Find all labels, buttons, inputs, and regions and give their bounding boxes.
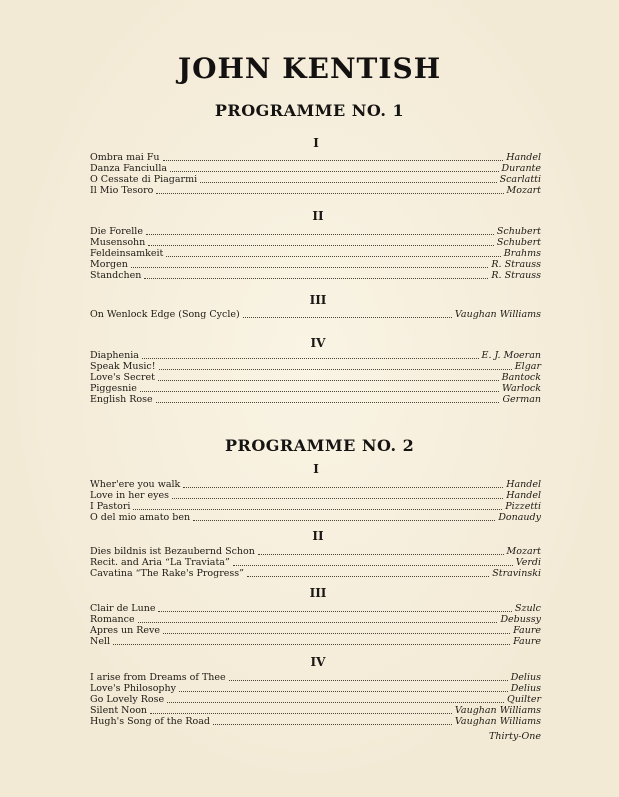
dot-leader	[243, 316, 452, 318]
piece-title: Go Lovely Rose	[90, 694, 165, 705]
programme-1-section-numeral: I	[313, 136, 319, 150]
piece-title: Danza Fanciulla	[90, 163, 168, 174]
programme-item	[90, 383, 541, 394]
piece-title: Love's Philosophy	[90, 683, 176, 694]
dot-leader	[158, 379, 499, 381]
composer-name: Bantock	[501, 372, 541, 383]
dot-leader	[229, 679, 508, 681]
piece-title: Romance	[90, 614, 135, 625]
piece-title: Piggesnie	[90, 383, 137, 394]
dot-leader	[158, 610, 512, 612]
composer-name: Stravinski	[492, 568, 541, 579]
piece-title: Dies bildnis ist Bezaubernd Schon	[90, 546, 255, 557]
piece-title: Wher'ere you walk	[90, 479, 181, 490]
composer-name: Faure	[513, 625, 541, 636]
programme-item	[90, 672, 541, 683]
composer-name: Elgar	[514, 361, 541, 372]
piece-title: Morgen	[90, 259, 128, 270]
dot-leader	[166, 255, 500, 257]
composer-name: E. J. Moeran	[481, 350, 541, 361]
composer-name: Vaughan Williams	[454, 309, 541, 320]
dot-leader	[140, 390, 499, 392]
programme-item	[90, 163, 541, 174]
dot-leader	[146, 233, 494, 235]
programme-item	[90, 490, 541, 501]
piece-title: English Rose	[90, 394, 153, 405]
composer-name: Scarlatti	[499, 174, 541, 185]
programme-item	[90, 694, 541, 705]
programme-item	[90, 557, 541, 568]
composer-name: Mozart	[506, 546, 541, 557]
piece-title: Speak Music!	[90, 361, 156, 372]
piece-title: I arise from Dreams of Thee	[90, 672, 226, 683]
programme-item	[90, 394, 541, 405]
composer-name: Szulc	[515, 603, 541, 614]
programme-item	[90, 603, 541, 614]
programme-item	[90, 625, 541, 636]
piece-title: Musensohn	[90, 237, 146, 248]
dot-leader	[138, 621, 498, 623]
piece-title: O Cessate di Piagarmi	[90, 174, 198, 185]
composer-name: Quilter	[507, 694, 541, 705]
composer-name: Warlock	[502, 383, 541, 394]
programme-item	[90, 226, 541, 237]
piece-title: Il Mio Tesoro	[90, 185, 154, 196]
composer-name: Verdi	[515, 557, 541, 568]
programme-2-section-numeral: IV	[310, 655, 326, 669]
programme-item	[90, 248, 541, 259]
composer-name: Brahms	[503, 248, 541, 259]
programme-item	[90, 185, 541, 196]
dot-leader	[183, 486, 503, 488]
piece-title: Feldeinsamkeit	[90, 248, 164, 259]
programme-item	[90, 361, 541, 372]
programme-item	[90, 512, 541, 523]
dot-leader	[200, 181, 496, 183]
composer-name: Schubert	[496, 237, 541, 248]
dot-leader	[163, 632, 510, 634]
programme-1-heading: PROGRAMME NO. 1	[214, 101, 405, 120]
programme-item	[90, 614, 541, 625]
dot-leader	[156, 401, 500, 403]
composer-name: R. Strauss	[491, 270, 541, 281]
piece-title: Standchen	[90, 270, 142, 281]
programme-item	[90, 716, 541, 727]
page-number: Thirty-One	[489, 731, 541, 742]
piece-title: Hugh's Song of the Road	[90, 716, 211, 727]
composer-name: Durante	[501, 163, 541, 174]
programme-item	[90, 270, 541, 281]
composer-name: Handel	[506, 479, 541, 490]
page-title: JOHN KENTISH	[177, 52, 442, 85]
dot-leader	[142, 357, 479, 359]
dot-leader	[258, 553, 504, 555]
composer-name: Vaughan Williams	[454, 716, 541, 727]
dot-leader	[172, 497, 503, 499]
dot-leader	[213, 723, 452, 725]
piece-title: Love's Secret	[90, 372, 155, 383]
composer-name: R. Strauss	[491, 259, 541, 270]
composer-name: Schubert	[496, 226, 541, 237]
composer-name: Handel	[506, 152, 541, 163]
composer-name: Handel	[506, 490, 541, 501]
programme-1-section-numeral: III	[309, 293, 327, 307]
piece-title: Diaphenia	[90, 350, 139, 361]
composer-name: Vaughan Williams	[454, 705, 541, 716]
composer-name: Delius	[510, 672, 541, 683]
programme-1-section-numeral: IV	[310, 336, 326, 350]
composer-name: German	[502, 394, 541, 405]
programme-item	[90, 705, 541, 716]
programme-item	[90, 568, 541, 579]
piece-title: Silent Noon	[90, 705, 148, 716]
dot-leader	[170, 170, 498, 172]
programme-item	[90, 237, 541, 248]
piece-title: Apres un Reve	[90, 625, 161, 636]
dot-leader	[159, 368, 512, 370]
dot-leader	[193, 519, 495, 521]
programme-item	[90, 350, 541, 361]
programme-1-section-numeral: II	[312, 209, 324, 223]
piece-title: Ombra mai Fu	[90, 152, 160, 163]
programme-2-section-numeral: III	[309, 586, 327, 600]
piece-title: Die Forelle	[90, 226, 143, 237]
dot-leader	[247, 575, 489, 577]
programme-item	[90, 372, 541, 383]
piece-title: Clair de Lune	[90, 603, 156, 614]
programme-item	[90, 309, 541, 320]
programme-item	[90, 636, 541, 647]
dot-leader	[179, 690, 508, 692]
programme-item	[90, 479, 541, 490]
dot-leader	[167, 701, 504, 703]
programme-2-section-numeral: I	[313, 462, 319, 476]
dot-leader	[131, 266, 489, 268]
programme-2-heading: PROGRAMME NO. 2	[225, 436, 415, 455]
programme-2-section-numeral: II	[312, 529, 324, 543]
programme-item	[90, 546, 541, 557]
piece-title: O del mio amato ben	[90, 512, 191, 523]
piece-title: I Pastori	[90, 501, 131, 512]
piece-title: Cavatina “The Rake's Progress”	[90, 568, 244, 579]
composer-name: Debussy	[500, 614, 541, 625]
dot-leader	[133, 508, 502, 510]
piece-title: Recit. and Aria “La Traviata”	[90, 557, 230, 568]
dot-leader	[148, 244, 494, 246]
dot-leader	[113, 643, 510, 645]
dot-leader	[144, 277, 488, 279]
composer-name: Delius	[510, 683, 541, 694]
programme-item	[90, 174, 541, 185]
dot-leader	[150, 712, 452, 714]
dot-leader	[233, 564, 513, 566]
dot-leader	[156, 192, 503, 194]
programme-item	[90, 683, 541, 694]
composer-name: Faure	[513, 636, 541, 647]
composer-name: Donaudy	[498, 512, 541, 523]
programme-item	[90, 259, 541, 270]
composer-name: Pizzetti	[505, 501, 541, 512]
dot-leader	[163, 159, 504, 161]
programme-item	[90, 501, 541, 512]
piece-title: Love in her eyes	[90, 490, 170, 501]
composer-name: Mozart	[506, 185, 541, 196]
programme-item	[90, 152, 541, 163]
piece-title: Nell	[90, 636, 111, 647]
piece-title: On Wenlock Edge (Song Cycle)	[90, 309, 240, 320]
